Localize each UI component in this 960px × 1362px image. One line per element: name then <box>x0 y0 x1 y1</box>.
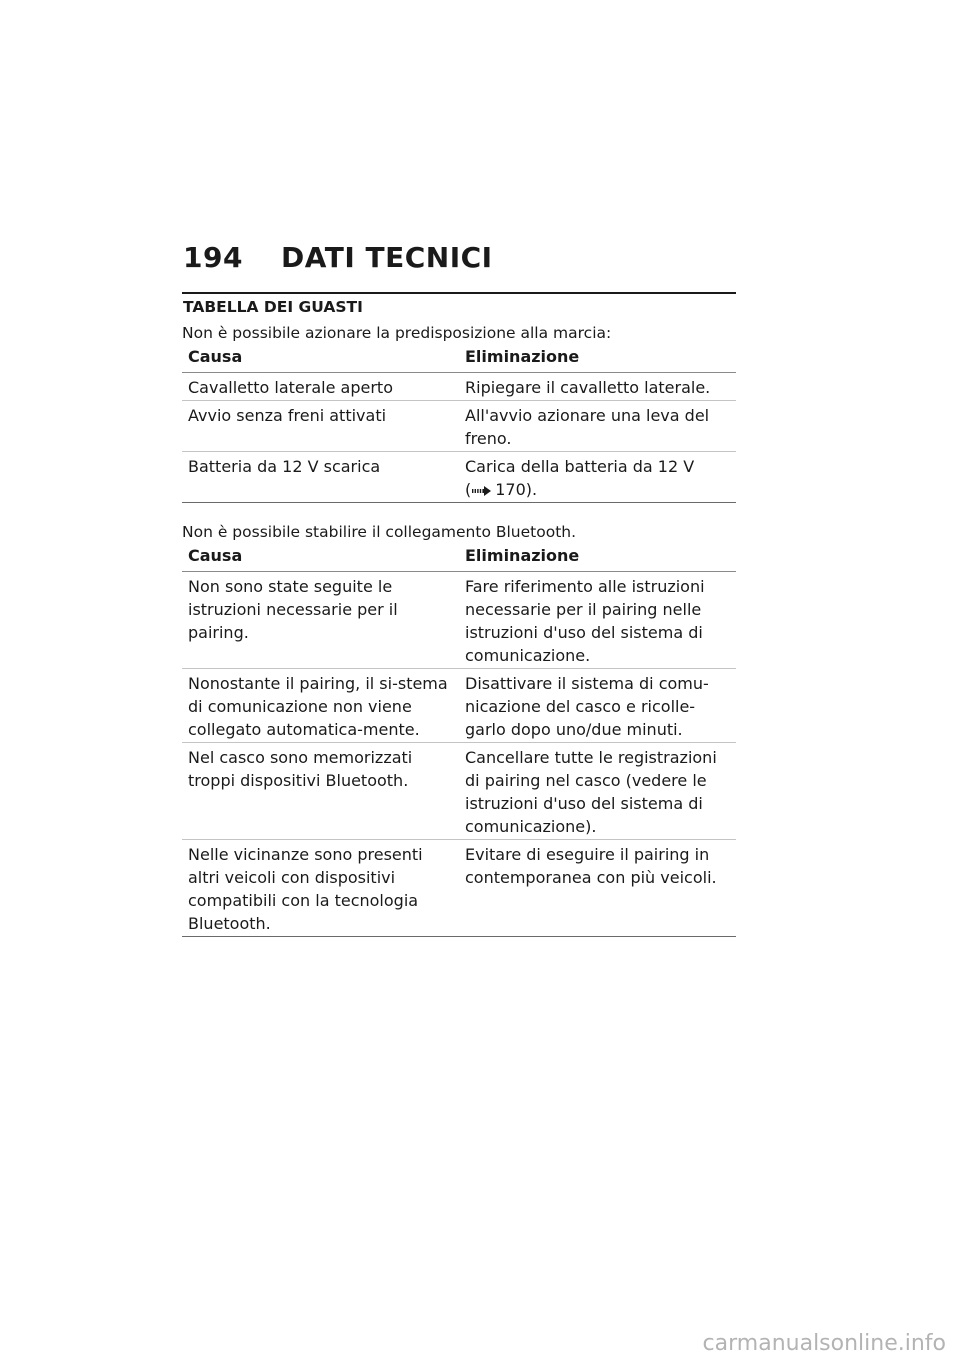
column-header-remedy: Eliminazione <box>465 546 580 565</box>
fault-table <box>182 544 736 937</box>
table-row <box>182 572 736 669</box>
page-reference-number: 170 <box>495 480 526 499</box>
table-header-row <box>182 544 736 572</box>
section-title: TABELLA DEI GUASTI <box>183 298 363 316</box>
table-row <box>182 373 736 401</box>
page-reference[interactable]: ( 170). <box>465 480 538 499</box>
table-row <box>182 401 736 452</box>
remedy-cell <box>459 452 736 503</box>
page-number: 194 <box>183 241 243 274</box>
fault-table-drive-ready <box>182 322 736 503</box>
cause-cell: Nonostante il pairing, il si-stema di comunicazione non viene collegato automatica-mente. <box>188 674 448 739</box>
remedy-cell: Ripiegare il cavalletto laterale. <box>465 378 711 397</box>
cause-cell: Nel casco sono memorizzati troppi dispositivi Bluetooth. <box>188 748 413 790</box>
cause-cell: Cavalletto laterale aperto <box>188 378 393 397</box>
table-intro: Non è possibile azionare la predisposizione alla marcia: <box>182 324 612 342</box>
table-row <box>182 840 736 937</box>
cause-cell: Non sono state seguite le istruzioni necessarie per il pairing. <box>188 577 398 642</box>
column-header-cause: Causa <box>188 347 243 366</box>
remedy-cell: Cancellare tutte le registrazioni di pairing nel casco (vedere le istruzioni d'uso del sistema di comunicazione). <box>465 748 717 836</box>
header-rule <box>182 292 736 294</box>
page-header <box>183 241 493 274</box>
remedy-cell: Evitare di eseguire il pairing in contemporanea con più veicoli. <box>465 845 717 887</box>
table-intro: Non è possibile stabilire il collegamento Bluetooth. <box>182 523 577 541</box>
remedy-cell: Disattivare il sistema di comu-nicazione del casco e ricolle-garlo dopo uno/due minuti. <box>465 674 709 739</box>
remedy-text: Carica della batteria da 12 V <box>465 457 695 476</box>
table-row <box>182 743 736 840</box>
remedy-cell: Fare riferimento alle istruzioni necessarie per il pairing nelle istruzioni d'uso del sistema di comunicazione. <box>465 577 705 665</box>
table-row <box>182 452 736 503</box>
column-header-remedy: Eliminazione <box>465 347 580 366</box>
cause-cell: Nelle vicinanze sono presenti altri veicoli con dispositivi compatibili con la tecnologia Bluetooth. <box>188 845 423 933</box>
table-row <box>182 669 736 743</box>
cause-cell: Batteria da 12 V scarica <box>188 457 381 476</box>
page-reference-arrow-icon <box>472 485 492 497</box>
watermark: carmanualsonline.info <box>702 1331 946 1356</box>
fault-table <box>182 345 736 503</box>
chapter-title: DATI TECNICI <box>281 241 493 274</box>
fault-table-bluetooth <box>182 521 736 937</box>
cause-cell: Avvio senza freni attivati <box>188 406 387 425</box>
column-header-cause: Causa <box>188 546 243 565</box>
remedy-cell: All'avvio azionare una leva del freno. <box>465 406 710 448</box>
table-header-row <box>182 345 736 373</box>
